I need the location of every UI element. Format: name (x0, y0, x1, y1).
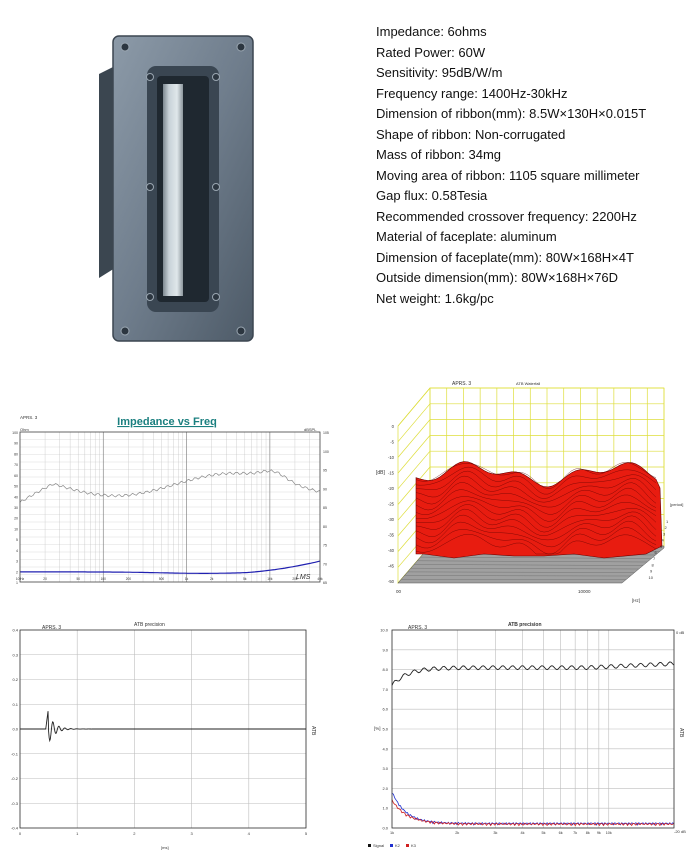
waterfall-y-unit: [dB] (376, 470, 385, 476)
impulse-y-tick: -0.4 (11, 825, 18, 831)
spec-outside-dimension: Outside dimension(mm): 80W×168H×76D (376, 270, 619, 285)
distortion-x-tick: 4k (520, 831, 525, 835)
waterfall-z-tick: 7 (653, 556, 656, 562)
impedance-x-tick: 1k (184, 577, 189, 581)
spec-sensitivity: Sensitivity: 95dB/W/m (376, 65, 503, 80)
impulse-y-tick: 0.4 (12, 627, 18, 633)
waterfall-y-tick: -50 (387, 579, 394, 584)
distortion-x-tick: 10k (605, 831, 612, 835)
impulse-x-tick: 2 (133, 831, 136, 836)
waterfall-brand: APRS. 3 (452, 381, 472, 387)
spec-faceplate-dimension: Dimension of faceplate(mm): 80W×168H×4T (376, 249, 634, 265)
impedance-left-tick: 40 (14, 495, 18, 500)
spec-ribbon-dimension: Dimension of ribbon(mm): 8.5W×130H×0.015T (376, 106, 647, 121)
legend-k2: K2 (395, 843, 400, 848)
impedance-curve (20, 561, 320, 573)
waterfall-y-tick: -25 (387, 501, 394, 507)
impulse-y-tick: -0.2 (11, 776, 18, 781)
distortion-right-bottom: -20 dB (674, 829, 686, 834)
impulse-right-label: ATB (310, 726, 316, 736)
legend-swatch-signal (368, 844, 371, 847)
waterfall-y-tick: -5 (390, 439, 394, 445)
impedance-left-tick: 60 (14, 473, 18, 478)
waterfall-z-tick: 10 (648, 574, 653, 580)
waterfall-chart (364, 376, 686, 604)
distortion-y-tick: 7.0 (382, 686, 388, 692)
distortion-y-tick: 4.0 (382, 746, 388, 752)
impedance-left-tick: 50 (14, 484, 18, 489)
legend-swatch-k3 (406, 844, 409, 847)
waterfall-z-tick: 4 (661, 537, 664, 543)
impulse-title: ATB precision (134, 622, 165, 628)
spec-ribbon-shape: Shape of ribbon: Non-corrugated (376, 126, 566, 142)
distortion-x-tick: 5k (541, 831, 546, 835)
distortion-y-tick: 1.0 (382, 805, 388, 811)
spec-net-weight: Net weight: 1.6kg/pc (376, 290, 494, 306)
impedance-left-tick: 10 (14, 527, 18, 532)
impedance-right-tick: 100 (323, 449, 329, 454)
impedance-chart (8, 412, 329, 592)
impedance-left-tick: 5 (16, 538, 18, 543)
impulse-curve (20, 711, 306, 740)
distortion-y-tick: 2.0 (382, 785, 388, 791)
distortion-right-top: 0 dB (676, 630, 685, 635)
impulse-x-tick: 0 (18, 831, 22, 836)
spec-frequency-range: Frequency range: 1400Hz-30kHz (376, 85, 568, 101)
impedance-left-tick: 70 (14, 463, 18, 468)
distortion-x-tick: 8k (585, 831, 590, 835)
spec-moving-area: Moving area of ribbon: 1105 square millimeter (376, 167, 640, 183)
impedance-right-tick: 80 (323, 524, 327, 529)
waterfall-title: ATB Waterfall (516, 381, 541, 386)
impedance-right-tick: 70 (323, 562, 327, 567)
impedance-chart-right-unit: dBSPL (304, 427, 317, 432)
impedance-x-tick: 500 (158, 577, 165, 581)
spl-curve (20, 470, 320, 503)
waterfall-y-tick: 0 (391, 424, 394, 429)
spec-crossover: Recommended crossover frequency: 2200Hz (376, 208, 637, 224)
impedance-x-tick: 20 (43, 577, 47, 581)
impulse-x-unit: [ms] (161, 845, 169, 850)
impulse-chart (8, 620, 324, 852)
impulse-y-tick: 0.0 (12, 726, 18, 732)
impedance-right-tick: 105 (323, 431, 329, 435)
impulse-y-tick: -0.1 (11, 751, 18, 757)
impedance-left-tick: 100 (12, 431, 18, 435)
impulse-y-tick: -0.3 (11, 800, 18, 806)
waterfall-x-unit: [Hz] (632, 598, 641, 603)
distortion-legend (368, 843, 417, 848)
impedance-x-tick: 20k (292, 577, 298, 581)
ribbon-tweeter-photo (95, 22, 275, 344)
impedance-right-tick: 85 (323, 506, 327, 510)
distortion-x-tick: 9k (596, 831, 601, 835)
waterfall-y-tick: -10 (387, 455, 394, 460)
spec-list (376, 22, 681, 309)
distortion-title: ATB precision (508, 622, 542, 628)
legend-k3: K3 (411, 843, 416, 848)
legend-signal: Signal (373, 843, 385, 848)
impedance-x-tick: 50 (76, 577, 80, 581)
impedance-left-tick: 1 (16, 581, 18, 585)
impedance-left-tick: 90 (14, 441, 18, 446)
impedance-left-tick: 2 (16, 570, 18, 575)
waterfall-z-tick: 6 (654, 550, 657, 555)
waterfall-z-tick: 3 (663, 531, 666, 537)
distortion-x-tick: 7k (573, 831, 578, 835)
k2-curve (392, 793, 674, 825)
waterfall-y-tick: -20 (387, 486, 394, 491)
impedance-left-tick: 3 (16, 559, 18, 564)
impedance-x-tick: 5k (243, 577, 247, 581)
impedance-right-tick: 65 (323, 581, 327, 585)
distortion-x-tick: 3k (493, 831, 498, 835)
impulse-y-tick: 0.3 (12, 652, 18, 658)
waterfall-z-tick: 5 (660, 543, 663, 549)
distortion-right-label: ATB (678, 728, 684, 738)
distortion-chart (364, 620, 686, 854)
impulse-x-tick: 4 (247, 831, 250, 836)
impedance-x-tick: 10 Hz (15, 577, 25, 581)
distortion-brand: APRS. 3 (408, 625, 428, 631)
waterfall-x-tick-0: 00 (396, 589, 402, 594)
distortion-y-tick: 3.0 (382, 766, 388, 772)
spec-faceplate-material: Material of faceplate: aluminum (376, 229, 557, 244)
impedance-chart-left-unit: Ohm (20, 427, 29, 432)
impedance-chart-title: Impedance vs Freq (117, 416, 217, 428)
distortion-x-tick: 1k (389, 831, 395, 835)
waterfall-y-tick: -40 (387, 548, 394, 553)
impulse-brand: APRS. 3 (42, 625, 62, 631)
spec-gap-flux: Gap flux: 0.58Tesia (376, 188, 488, 203)
waterfall-z-tick: 1 (666, 519, 669, 524)
distortion-y-tick: 6.0 (382, 706, 388, 712)
distortion-x-tick: 2k (455, 831, 460, 835)
impulse-x-tick: 3 (190, 831, 193, 836)
impedance-left-tick: 4 (16, 548, 18, 553)
distortion-y-tick: 9.0 (382, 647, 388, 653)
impulse-y-tick: 0.2 (12, 677, 18, 682)
lms-watermark: LMS (296, 574, 311, 581)
spec-rated-power: Rated Power: 60W (376, 44, 486, 60)
spec-ribbon-mass: Mass of ribbon: 34mg (376, 147, 502, 162)
impedance-left-tick: 30 (14, 506, 18, 510)
impedance-left-tick: 20 (14, 516, 18, 521)
distortion-y-unit: [%] (374, 726, 381, 731)
impulse-x-tick: 5 (304, 831, 308, 836)
impedance-x-tick: 200 (125, 577, 132, 581)
distortion-y-tick: 5.0 (382, 726, 388, 732)
waterfall-y-tick: -30 (387, 517, 394, 522)
legend-swatch-k2 (390, 844, 393, 847)
impedance-x-tick: 40k (317, 577, 323, 581)
waterfall-x-tick-1: 10000 (578, 589, 591, 594)
impedance-right-tick: 90 (323, 487, 327, 492)
waterfall-z-tick: 2 (664, 525, 667, 531)
waterfall-z-tick: 8 (651, 562, 654, 568)
waterfall-z-tick: 9 (650, 568, 653, 574)
spec-impedance: Impedance: 6ohms (376, 24, 487, 39)
distortion-y-tick: 8.0 (382, 667, 388, 673)
impulse-y-tick: 0.1 (12, 701, 18, 707)
distortion-y-tick: 0.0 (382, 825, 388, 831)
waterfall-y-tick: -35 (387, 532, 394, 538)
distortion-y-tick: 10.0 (380, 627, 388, 633)
waterfall-y-tick: -45 (387, 563, 394, 569)
impedance-x-tick: 2k (209, 577, 214, 581)
impedance-left-tick: 80 (14, 452, 18, 457)
waterfall-z-label: [period] (670, 502, 684, 507)
impedance-x-tick: 100 (100, 577, 106, 581)
impedance-chart-brand: APRS. 3 (20, 415, 38, 420)
impedance-right-tick: 75 (323, 543, 327, 548)
waterfall-y-tick: -15 (387, 470, 394, 476)
impulse-x-tick: 1 (76, 831, 79, 836)
impedance-right-tick: 95 (323, 468, 327, 473)
distortion-x-tick: 6k (558, 831, 563, 835)
impedance-x-tick: 10k (267, 577, 273, 581)
signal-curve (392, 662, 674, 686)
